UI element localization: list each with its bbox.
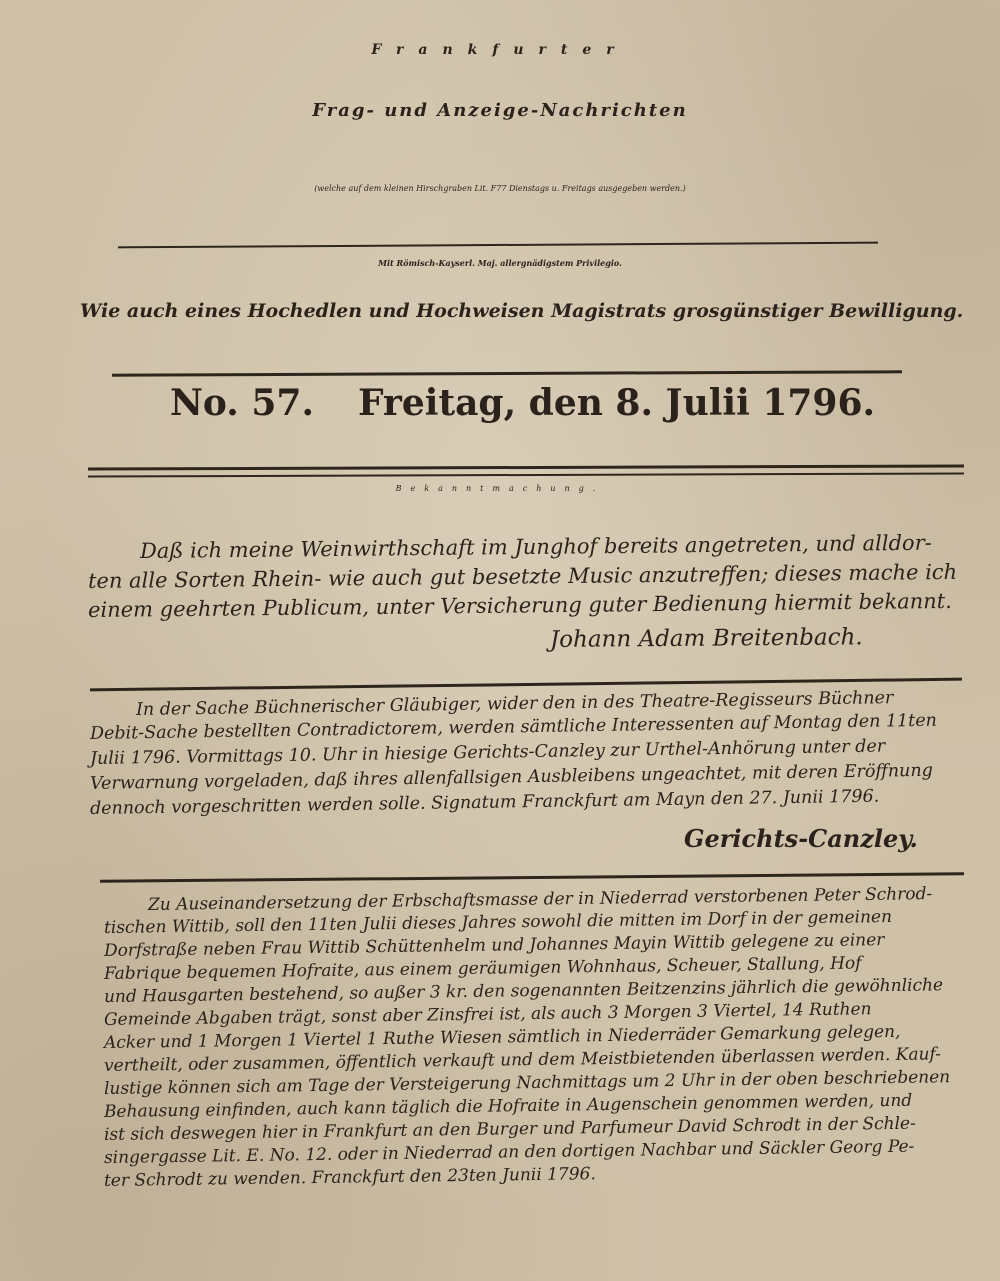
issue-number: No. 57. xyxy=(170,382,314,424)
masthead-title-line1: Frankfurter xyxy=(371,42,629,58)
divider-rule xyxy=(112,370,902,376)
sale-notice-line: ter Schrodt zu wenden. Franckfurt den 23ten Junii 1796. xyxy=(103,1164,596,1191)
court-notice-line: Verwarnung vorgeladen, daß ihres allenfallsigen Ausbleibens ungeachtet, mit deren Eröffnung xyxy=(89,760,934,794)
court-notice-signature: Gerichts-Canzley. xyxy=(684,824,918,853)
sale-notice-line: Acker und 1 Morgen 1 Viertel 1 Ruthe Wiesen sämtlich in Niederräder Gemarkung gelegen, xyxy=(103,1021,901,1053)
court-notice-line: dennoch vorgeschritten werden solle. Signatum Franckfurt am Mayn den 27. Junii 1796. xyxy=(89,786,880,819)
double-rule-bottom xyxy=(88,472,964,477)
sale-notice-line: und Hausgarten bestehend, so außer 3 kr. den sogenannten Beitzenzins jährlich die gewöhnliche xyxy=(103,975,944,1007)
court-notice-line: Julii 1796. Vormittags 10. Uhr in hiesige Gerichts-Canzley zur Urthel-Anhörung unter der xyxy=(89,736,886,769)
sale-notice-line: ist sich deswegen hier in Frankfurt an den Burger und Parfumeur David Schrodt in der Schle- xyxy=(103,1113,916,1145)
announcement-title: Bekanntmachung. xyxy=(395,484,605,493)
court-notice-line: In der Sache Büchnerischer Gläubiger, wider den in des Theatre-Regisseurs Büchner xyxy=(135,688,894,720)
issue-line xyxy=(170,382,919,424)
sale-notice-line: Fabrique bequemen Hofraite, aus einem geräumigen Wohnhaus, Scheuer, Stallung, Hof xyxy=(103,953,862,984)
sale-notice-line: tischen Wittib, soll den 11ten Julii dieses Jahres sowohl die mitten im Dorf in der gemeinen xyxy=(103,906,893,938)
sale-notice-line: Dorfstraße neben Frau Wittib Schüttenhelm und Johannes Mayin Wittib gelegene zu einer xyxy=(103,930,885,961)
announcement-line: ten alle Sorten Rhein- wie auch gut besetzte Music anzutreffen; dieses mache ich xyxy=(87,559,958,593)
sale-notice-line: singergasse Lit. E. No. 12. oder in Niederrad an den dortigen Nachbar und Säckler Georg Pe- xyxy=(103,1136,915,1168)
masthead-subline: (welche auf dem kleinen Hirschgraben Lit. F77 Dienstags u. Freitags ausgegeben werden.) xyxy=(314,184,686,193)
sale-notice-line: Gemeinde Abgaben trägt, sonst aber Zinsfrei ist, als auch 3 Morgen 3 Viertel, 14 Ruthen xyxy=(103,999,872,1030)
sale-notice-line: Zu Auseinandersetzung der Erbschaftsmasse der in Niederrad verstorbenen Peter Schrod- xyxy=(147,884,933,915)
announcement-signature: Johann Adam Breitenbach. xyxy=(549,624,863,653)
divider-rule xyxy=(100,872,964,883)
masthead-title-line2: Frag- und Anzeige-Nachrichten xyxy=(312,100,688,121)
double-rule-top xyxy=(88,464,964,470)
privilege-line2: Wie auch eines Hochedlen und Hochweisen Magistrats grosgünstiger Bewilligung. xyxy=(80,300,964,322)
sale-notice-line: lustige können sich am Tage der Versteigerung Nachmittags um 2 Uhr in der oben beschriebenen xyxy=(103,1067,951,1099)
privilege-line1: Mit Römisch-Kayserl. Maj. allergnädigstem Privilegio. xyxy=(378,258,622,268)
announcement-line: Daß ich meine Weinwirthschaft im Junghof bereits angetreten, und alldor- xyxy=(139,530,932,563)
announcement-line: einem geehrten Publicum, unter Versicherung guter Bedienung hiermit bekannt. xyxy=(87,588,952,622)
sale-notice-line: Behausung einfinden, auch kann täglich die Hofraite in Augenschein genommen werden, und xyxy=(103,1090,913,1122)
court-notice-line: Debit-Sache bestellten Contradictorem, werden sämtliche Interessenten auf Montag den 11ten xyxy=(89,710,938,744)
divider-rule xyxy=(118,242,878,249)
issue-date: Freitag, den 8. Julii 1796. xyxy=(357,382,876,424)
sale-notice-line: vertheilt, oder zusammen, öffentlich verkauft und dem Meistbietenden überlassen werden. Kauf- xyxy=(103,1044,942,1076)
